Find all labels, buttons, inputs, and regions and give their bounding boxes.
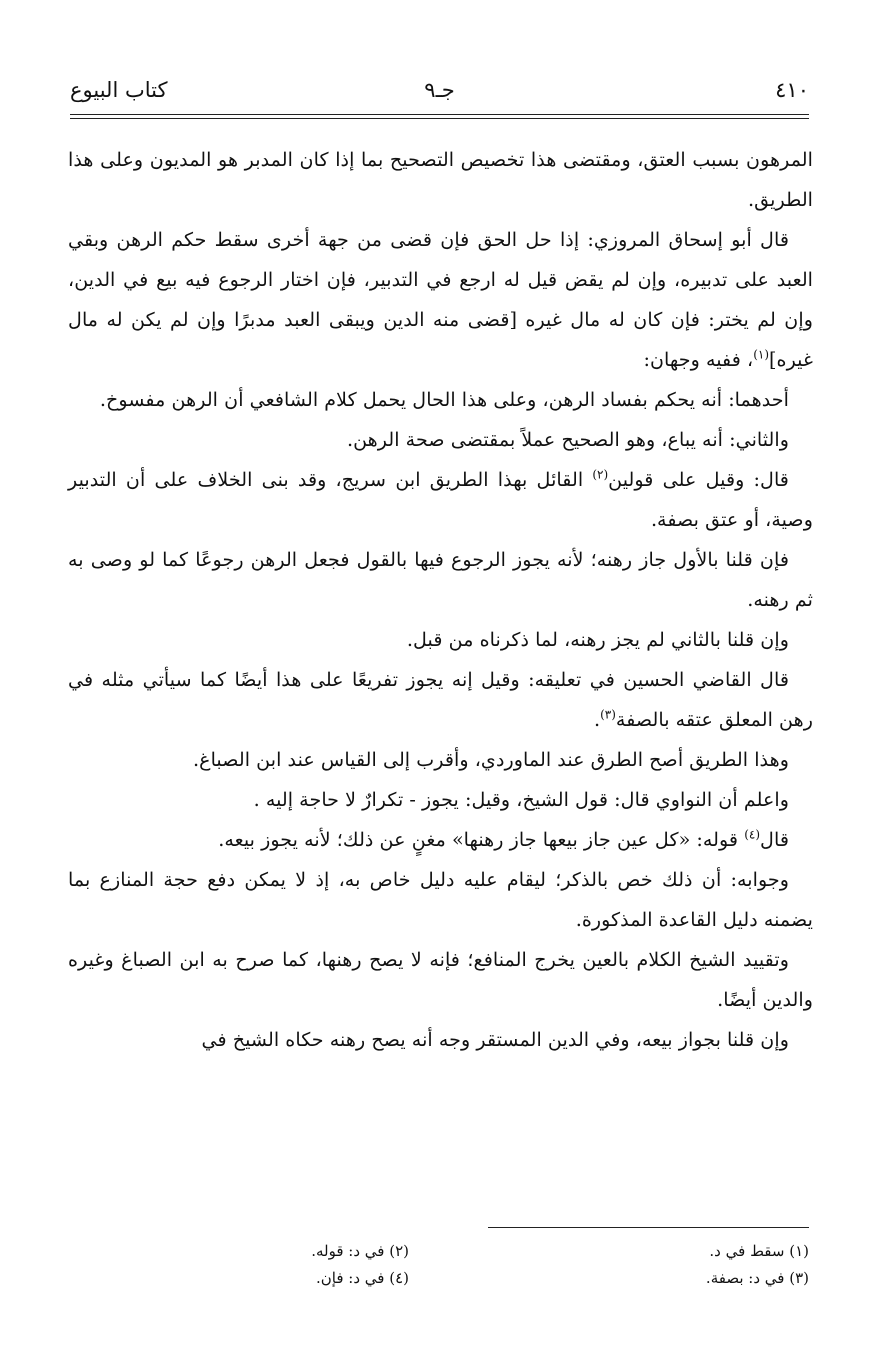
paragraph	[68, 740, 813, 780]
paragraph-text: أحدهما: أنه يحكم بفساد الرهن، وعلى هذا الحال يحمل كلام الشافعي أن الرهن مفسوخ.	[99, 388, 789, 411]
paragraph	[68, 940, 813, 1020]
paragraph-text-continued: قوله: «كل عين جاز بيعها جاز رهنها» مغنٍ عن ذلك؛ لأنه يجوز بيعه.	[218, 828, 745, 851]
paragraph-text: واعلم أن النواوي قال: قول الشيخ، وقيل: يجوز - تكرارٌ لا حاجة إليه .	[253, 788, 789, 811]
paragraph	[68, 620, 813, 660]
paragraph-text: وتقييد الشيخ الكلام بالعين يخرج المنافع؛ فإنه لا يصح رهنها، كما صرح به ابن الصباغ وغيره والدين أيضًا.	[68, 948, 813, 1011]
footnote-marker: (٤)	[744, 827, 761, 842]
paragraph	[68, 140, 813, 220]
footnote-row	[70, 1265, 809, 1292]
paragraph-text: وجوابه: أن ذلك خص بالذكر؛ ليقام عليه دليل خاص به، إذ لا يمكن دفع حجة المنازع بما يضمنه دليل القاعدة المذكورة.	[68, 868, 813, 931]
paragraph	[68, 460, 813, 540]
main-text	[68, 140, 813, 1060]
footnote: (٣) في د: بصفة.	[705, 1269, 809, 1287]
paragraph	[68, 380, 813, 420]
paragraph-text: قال أبو إسحاق المروزي: إذا حل الحق فإن قضى من جهة أخرى سقط حكم الرهن وبقي العبد على تدبيره، وإن لم يقض قيل له ارجع في التدبير، فإن اختار الرجوع فيه بيع في الدين، وإن لم يختر: فإن كان له مال غيره [قضى منه الدين ويبقى العبد مدبرًا وإن لم يكن له مال غيره]	[68, 228, 813, 371]
paragraph	[68, 220, 813, 380]
paragraph	[68, 780, 813, 820]
paragraph-text: وهذا الطريق أصح الطرق عند الماوردي، وأقرب إلى القياس عند ابن الصباغ.	[193, 748, 789, 771]
footnote-separator	[488, 1227, 809, 1228]
paragraph-text-continued: ، ففيه وجهان:	[643, 348, 754, 371]
paragraph	[68, 420, 813, 460]
footnotes	[70, 1238, 809, 1292]
footnote-marker: (١)	[753, 347, 770, 362]
header-rule-bottom	[70, 118, 809, 119]
paragraph	[68, 860, 813, 940]
paragraph-text-continued: .	[593, 708, 601, 731]
paragraph	[68, 660, 813, 740]
paragraph	[68, 1020, 813, 1060]
header-rule-top	[70, 114, 809, 115]
paragraph-text: المرهون بسبب العتق، ومقتضى هذا تخصيص التصحيح بما إذا كان المدبر هو المديون وعلى هذا الطريق.	[68, 148, 813, 211]
footnote: (٢) في د: قوله.	[311, 1242, 409, 1260]
paragraph-text: قال	[760, 828, 789, 851]
paragraph-text: وإن قلنا بجواز بيعه، وفي الدين المستقر وجه أنه يصح رهنه حكاه الشيخ في	[201, 1028, 789, 1051]
book-title: كتاب البيوع	[70, 78, 168, 102]
footnote-marker: (٣)	[600, 707, 616, 722]
footnote: (١) سقط في د.	[709, 1242, 809, 1260]
page-header	[70, 72, 809, 108]
paragraph	[68, 820, 813, 860]
footnote-row	[70, 1238, 809, 1265]
paragraph-text: فإن قلنا بالأول جاز رهنه؛ لأنه يجوز الرجوع فيها بالقول فجعل الرهن رجوعًا كما لو وصى به ثم رهنه.	[68, 548, 813, 611]
volume-label: جـ٩	[424, 78, 455, 102]
paragraph-text: قال: وقيل على قولين	[608, 468, 789, 491]
paragraph-text: قال القاضي الحسين في تعليقه: وقيل إنه يجوز تفريعًا على هذا أيضًا كما سيأتي مثله في رهن المعلق عتقه بالصفة	[68, 668, 813, 731]
paragraph-text: وإن قلنا بالثاني لم يجز رهنه، لما ذكرناه من قبل.	[406, 628, 789, 651]
paragraph-text: والثاني: أنه يباع، وهو الصحيح عملاً بمقتضى صحة الرهن.	[346, 428, 789, 451]
paragraph	[68, 540, 813, 620]
page-number: ٤١٠	[775, 78, 809, 102]
footnote-marker: (٢)	[592, 467, 609, 482]
footnote: (٤) في د: فإن.	[315, 1269, 409, 1287]
paragraph-text-continued: القائل بهذا الطريق ابن سريج، وقد بنى الخلاف على أن التدبير وصية، أو عتق بصفة.	[68, 468, 813, 531]
